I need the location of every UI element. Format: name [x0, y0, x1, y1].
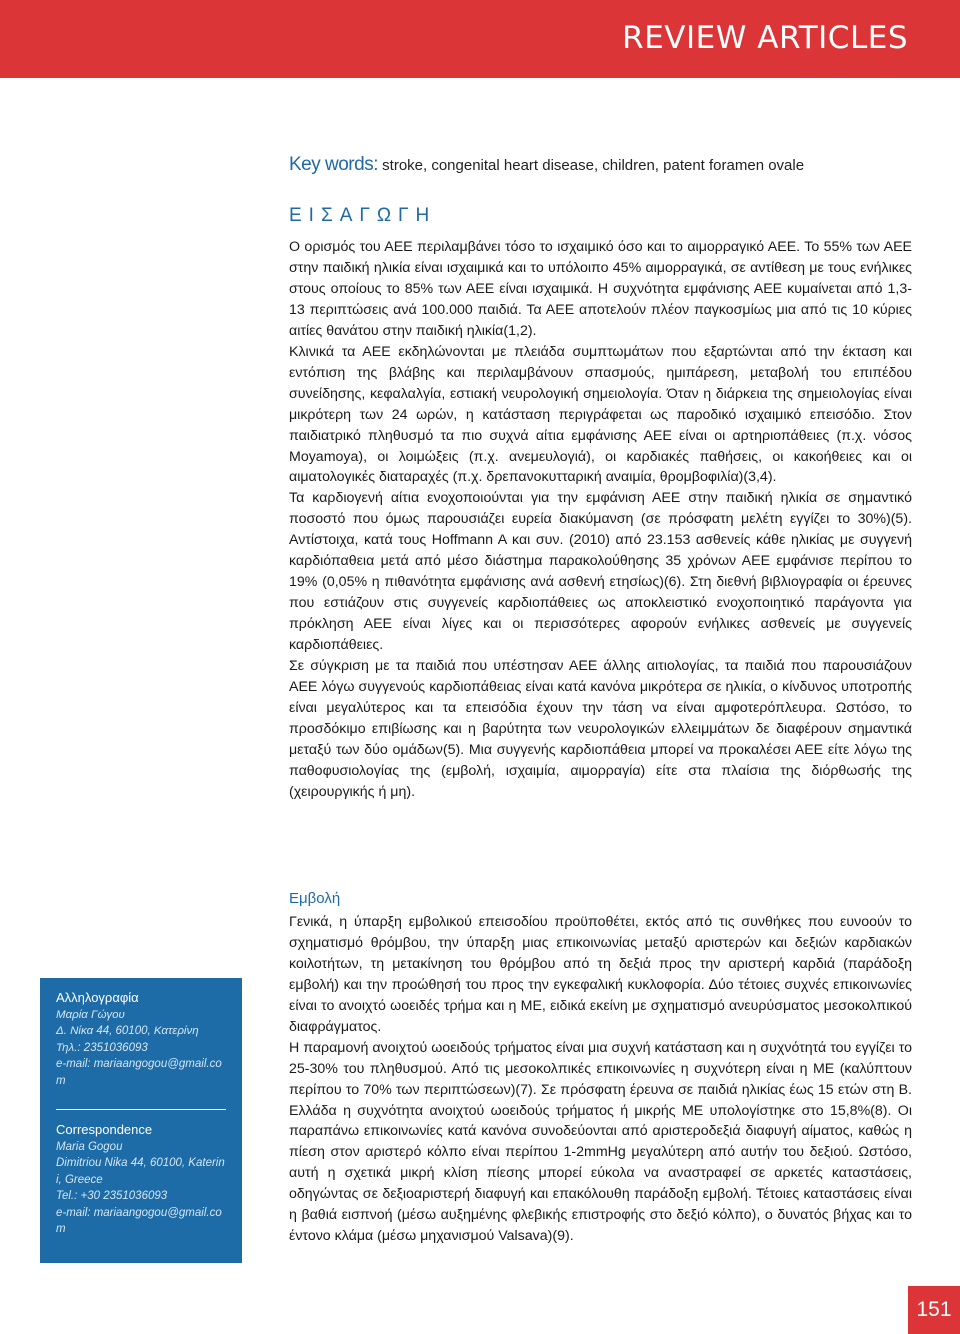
correspondence-email-english: e-mail: mariaangogou@gmail.com: [56, 1206, 222, 1235]
keywords-text: stroke, congenital heart disease, children, patent foramen ovale: [377, 157, 805, 174]
intro-heading: ΕΙΣΑΓΩΓΗ: [289, 205, 437, 226]
correspondence-email-greek: e-mail: mariaangogou@gmail.com: [56, 1058, 222, 1087]
page-number: 151: [908, 1286, 960, 1334]
embolism-heading: Εμβολή: [289, 890, 341, 907]
embolism-paragraph: Η παραμονή ανοιχτού ωοειδούς τρήματος είναι μια συχνή κατάσταση και η συχνότητά του εγγίζει το 25-30% του πληθυσμού. Από τις μεσοκολπικές επικοινωνίες η συχνότερη είναι η ΜΕ (καλύπτουν περίπου το 70% των περιπτώσεων)(7). Σε πρόσφατη έρευνα σε παιδιά ηλικίας έως 15 ετών στη Β. Ελλάδα η συχνότητα ανοιχτού ωοειδούς τρήματος ή μικρής ΜΕ υπολογίστηκε στο 15,8%(8). Οι παραπάνω επικοινωνίες κατά κανόνα συνοδεύονται από αριστεροδεξιά διαφυγή αίματος, καθώς η πίεση στον αριστερό κόλπο είναι περίπου 1-2mmHg μεγαλύτερη από αυτήν του δεξιού. Ωστόσο, αυτή η σχετικά μικρή κλίση πίεσης μπορεί εύκολα να αναστραφεί σε αρκετές καταστάσεις, οδηγώντας σε δεξιοαριστερή διαφυγή και επακόλουθη παράδοξη εμβολή. Τέτοιες καταστάσεις είναι η βαθιά εισπνοή (μέσω αυξημένης φλεβικής επιστροφής στο δεξιό κόλπο), ο δυνατός βήχας και το έντονο κλάμα (μέσω μηχανισμού Valsava)(9).: [289, 1039, 912, 1245]
correspondence-name-english: Maria Gogou: [56, 1140, 123, 1153]
correspondence-address-english: Dimitriou Nika 44, 60100, Katerini, Greece: [56, 1157, 225, 1186]
embolism-section: [289, 889, 912, 1247]
keywords-label: Key words:: [289, 154, 378, 175]
intro-body: [289, 237, 912, 803]
correspondence-phone-english: Tel.: +30 2351036093: [56, 1190, 168, 1202]
correspondence-title-greek: Αλληλογραφία: [56, 990, 139, 1005]
intro-paragraph: Τα καρδιογενή αίτια ενοχοποιούνται για την εμφάνιση ΑΕΕ στην παιδική ηλικία σε σημαντικό ποσοστό που όμως παρουσιάζει ευρεία διακύμανση (σε πρόσφατη μελέτη εγγίζει το 30%)(5). Αντίστοιχα, κατά τους Hoffmann A και συν. (2010) από 23.153 ασθενείς κάθε ηλικίας με συγγενή καρδιόπαθεια μετά από μέσο διάστημα παρακολούθησης 35 χρόνων ΑΕΕ εμφάνισε περίπου το 19% (0,05% η πιθανότητα εμφάνισης ανά ασθενή ετησίως)(6). Στη διεθνή βιβλιογραφία οι έρευνες που εστιάζουν στις συγγενείς καρδιοπάθειες ως αποκλειστικό ενοχοποιητικό παράγοντα για πρόκληση ΑΕΕ είναι λίγες και οι περισσότερες αφορούν ενήλικες ασθενείς με συγγενείς καρδιοπάθειες.: [289, 490, 912, 654]
header-bar: [0, 0, 960, 78]
correspondence-box: [40, 978, 242, 1263]
correspondence-title-english: Correspondence: [56, 1122, 153, 1137]
correspondence-phone-greek: Τηλ.: 2351036093: [56, 1041, 148, 1054]
intro-paragraph: Ο ορισμός του ΑΕΕ περιλαμβάνει τόσο το ισχαιμικό όσο και το αιμορραγικό ΑΕΕ. Το 55% των ΑΕΕ στην παιδική ηλικία είναι ισχαιμικά και το υπόλοιπο 45% αιμορραγικά, σε αντίθεση με τους ενήλικες στους οποίους το 85% των ΑΕΕ είναι ισχαιμικά. Η συχνότητα εμφάνισης ΑΕΕ κυμαίνεται από 1,3-13 περιπτώσεις ανά 100.000 παιδιά. Τα ΑΕΕ αποτελούν πλέον παγκοσμίως μια από τις 10 κύριες αιτίες θανάτου στην παιδική ηλικία(1,2).: [289, 239, 912, 339]
correspondence-name-greek: Μαρία Γώγου: [56, 1008, 125, 1021]
keywords: [289, 154, 929, 176]
section-title: REVIEW ARTICLES: [622, 20, 908, 56]
embolism-paragraph: Γενικά, η ύπαρξη εμβολικού επεισοδίου προϋποθέτει, εκτός από τις συνθήκες που ευνοούν το σχηματισμό θρόμβου, την ύπαρξη μιας επικοινωνίας μεταξύ αριστερών και δεξιών καρδιακών κοιλοτήτων, τη μετακίνηση του θρόμβου από τη δεξιά προς την αριστερή καρδιά (παράδοξη εμβολή) και την προώθησή του προς την εγκεφαλική κυκλοφορία. Δύο τέτοιες συχνές επικοινωνίες είναι το ανοιχτό ωοειδές τρήμα και η ΜΕ, ειδικά εκείνη με σχηματισμό ανευρύσματος μεσοκολπικού διαφράγματος.: [289, 913, 912, 1035]
correspondence-divider: [56, 1109, 226, 1110]
correspondence-address-greek: Δ. Νίκα 44, 60100, Κατερίνη: [56, 1025, 199, 1037]
intro-paragraph: Σε σύγκριση με τα παιδιά που υπέστησαν ΑΕΕ άλλης αιτιολογίας, τα παιδιά που παρουσιάζουν ΑΕΕ λόγω συγγενούς καρδιοπάθειας είναι κατά κανόνα μικρότερα σε ηλικία, ο κίνδυνος υποτροπής είναι μεγαλύτερος και τα επεισόδια έχουν την τάση να είναι αμφοτερόπλευρα. Ωστόσο, το προσδόκιμο επιβίωσης και η βαρύτητα των νευρολογικών ελλειμμάτων δε διαφέρουν σημαντικά μεταξύ των δύο ομάδων(5). Μια συγγενής καρδιοπάθεια μπορεί να προκαλέσει ΑΕΕ είτε λόγω της παθοφυσιολογίας της (εμβολή, ισχαιμία, αιμορραγία) είτε στα πλαίσια της διόρθωσής της (χειρουργικής ή μη).: [289, 658, 912, 800]
intro-paragraph: Κλινικά τα ΑΕΕ εκδηλώνονται με πλειάδα συμπτωμάτων που εξαρτώνται από την έκταση και εντόπιση της βλάβης και περιλαμβάνουν σπασμούς, ημιπάρεση, μεταβολή του επιπέδου συνείδησης, κεφαλαλγία, εστιακή νευρολογική σημειολογία. Όταν η διάρκεια της σημειολογίας είναι μικρότερη των 24 ωρών, η κατάσταση περιγράφεται ως παροδικό ισχαιμικό επεισόδιο. Στον παιδιατρικό πληθυσμό τα πιο συχνά αίτια εμφάνισης ΑΕΕ είναι οι αρτηριοπάθειες (π.χ. νόσος Moyamoya), οι λοιμώξεις (π.χ. ανεμευλογιά), οι καρδιακές παθήσεις, οι κακοήθειες και οι αιματολογικές διαταραχές (π.χ. δρεπανοκυτταρική αναιμία, θρομβοφιλία)(3,4).: [289, 343, 912, 486]
